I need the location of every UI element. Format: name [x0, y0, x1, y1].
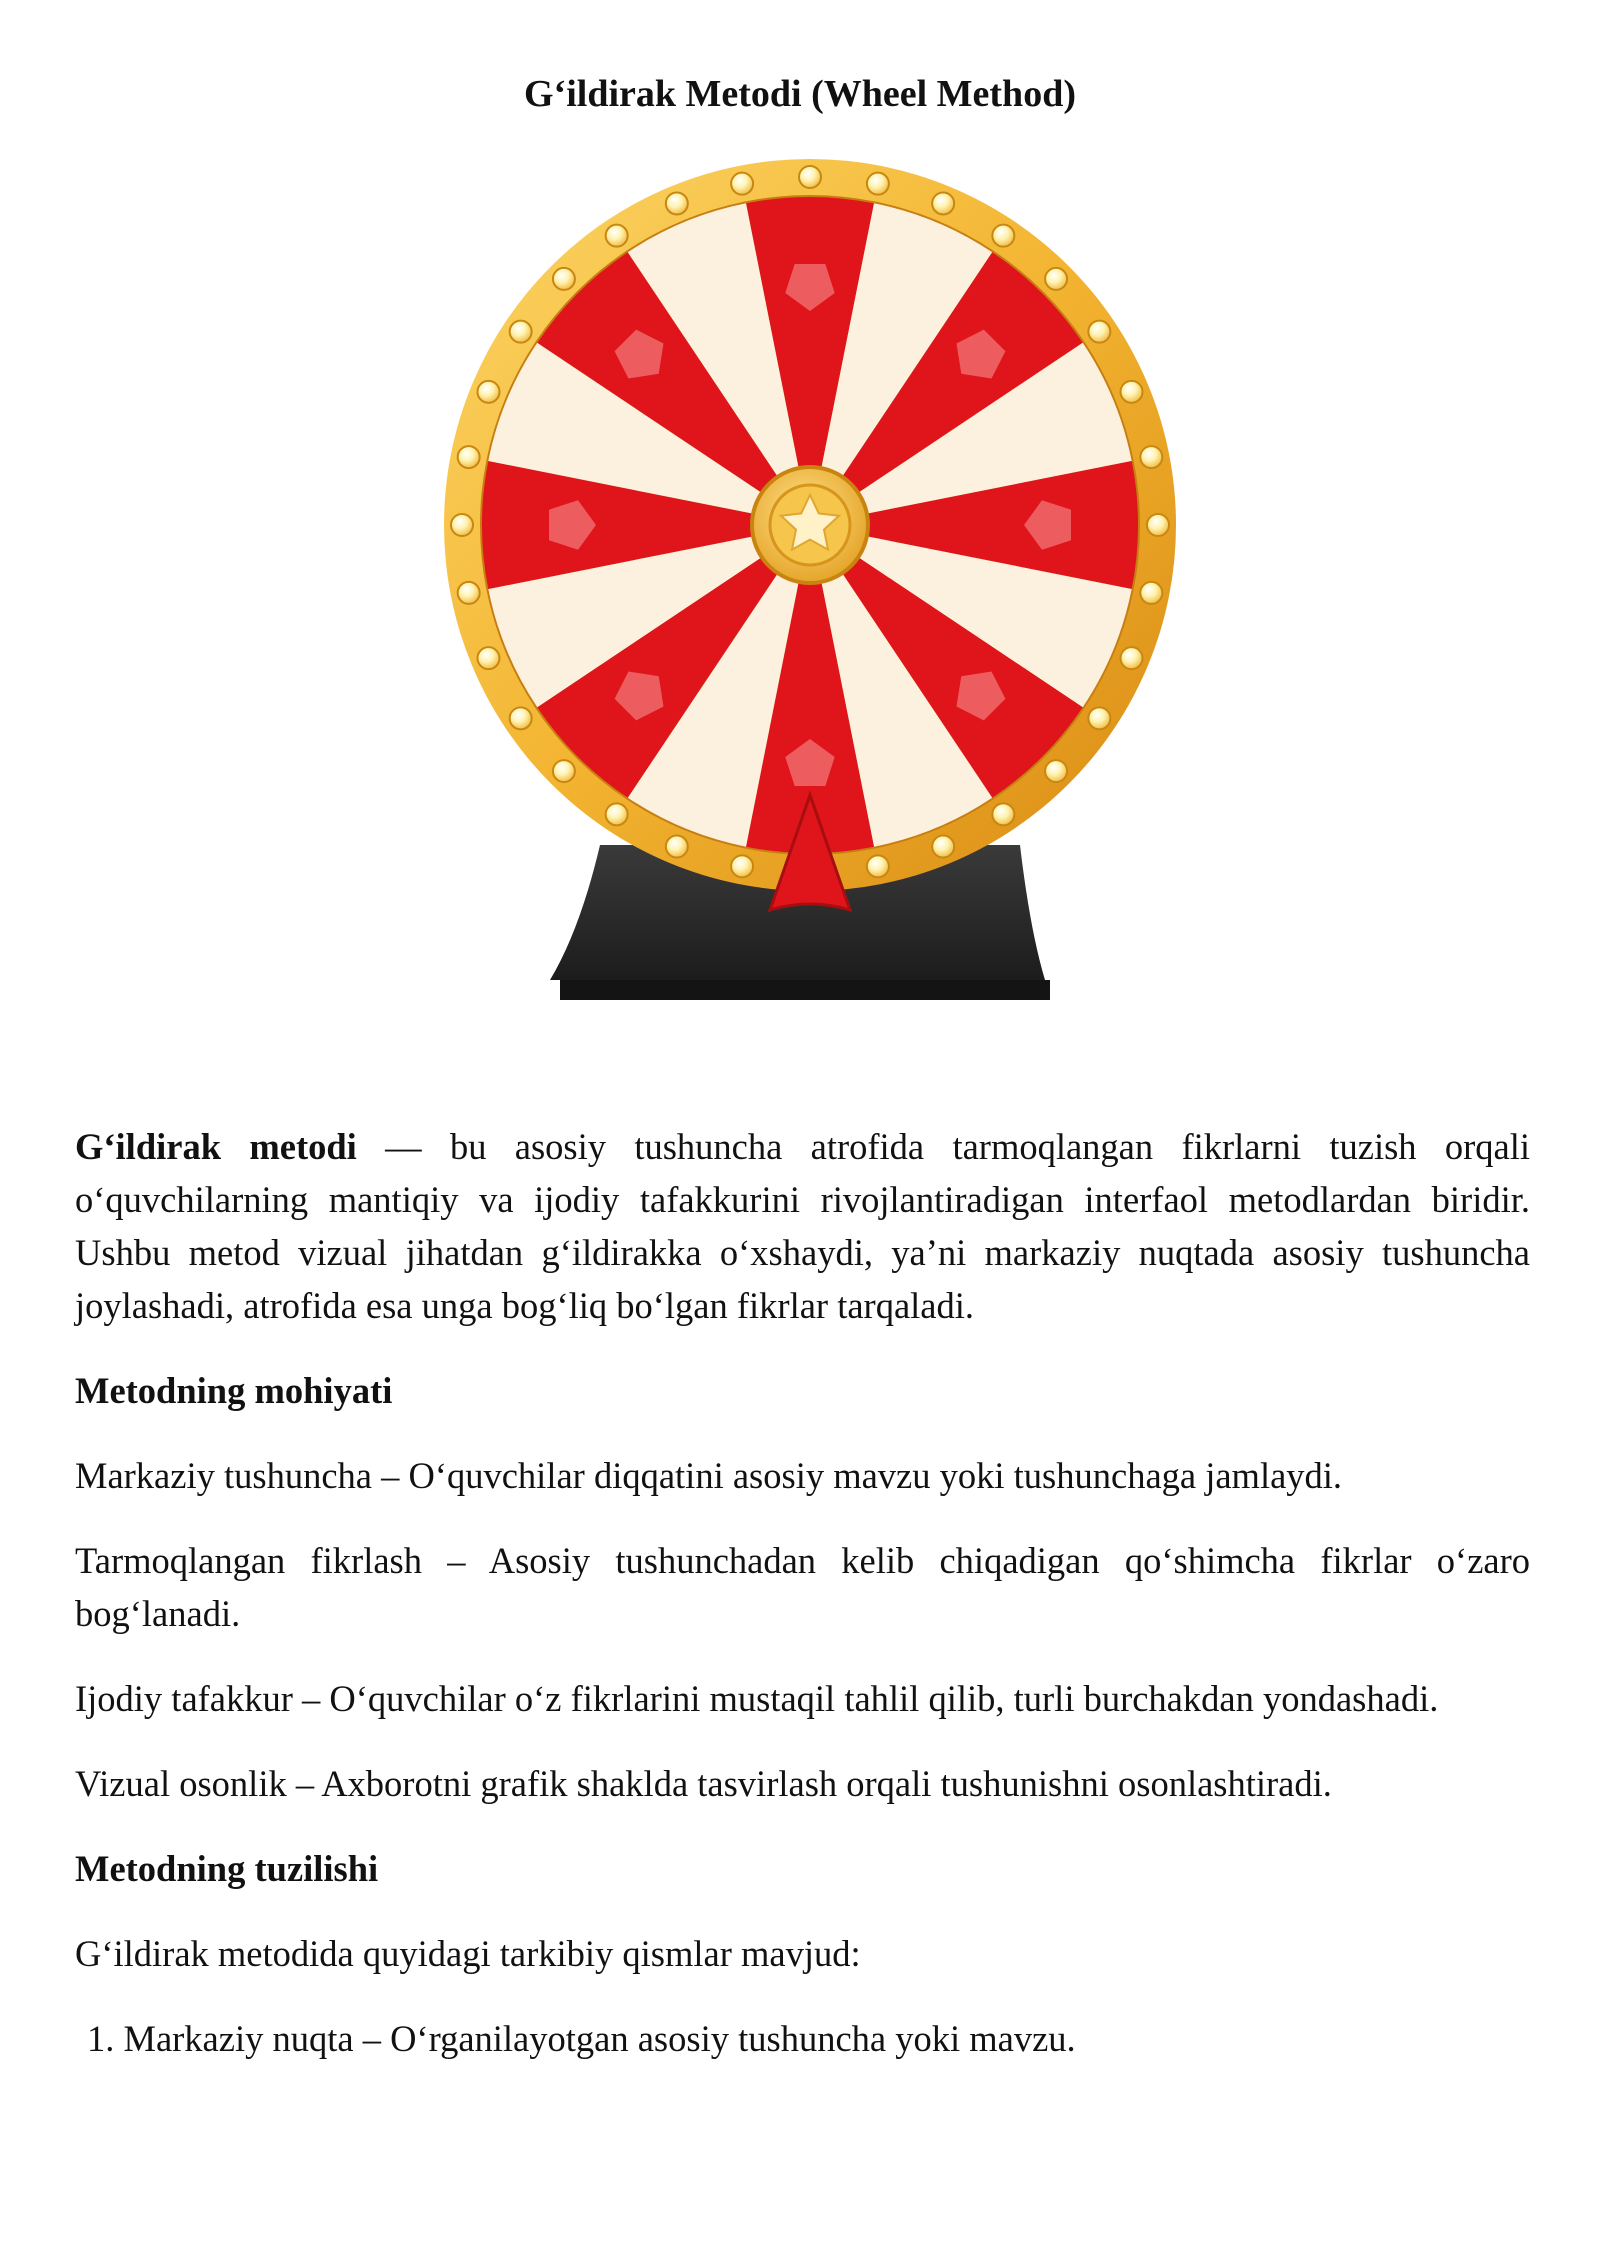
- intro-term: G‘ildirak metodi: [75, 1126, 357, 1167]
- page-title: G‘ildirak Metodi (Wheel Method): [524, 73, 1076, 115]
- rim-bulb: [510, 321, 532, 343]
- prize-wheel-illustration: [430, 150, 1190, 1020]
- intro-text: — bu asosiy tushuncha atrofida tarmoqlangan fikrlarni tuzish orqali o‘quvchilarning mantiqiy va ijodiy tafakkurini rivojlantiradigan interfaol metodlardan biridir. Ushbu metod vizual jihatdan g‘ildirakka o‘xshaydi, ya’ni markaziy nuqtada asosiy tushuncha joylashadi, atrofida esa unga bog‘liq bo‘lgan fikrlar tarqaladi.: [75, 1126, 1531, 1326]
- rim-bulb: [1147, 514, 1169, 536]
- rim-bulb: [458, 582, 480, 604]
- rim-bulb: [799, 166, 821, 188]
- section-heading-structure: Metodning tuzilishi: [75, 1848, 379, 1889]
- rim-bulb: [932, 192, 954, 214]
- rim-bulb: [510, 707, 532, 729]
- rim-bulb: [1121, 381, 1143, 403]
- rim-bulb: [992, 803, 1014, 825]
- essence-item-branched: Tarmoqlangan fikrlash – Asosiy tushunchadan kelib chiqadigan qo‘shimcha fikrlar o‘zaro bog‘lanadi.: [75, 1540, 1530, 1634]
- rim-bulb: [451, 514, 473, 536]
- essence-item-visual: Vizual osonlik – Axborotni grafik shaklda tasvirlash orqali tushunishni osonlashtiradi.: [75, 1763, 1332, 1804]
- rim-bulb: [666, 192, 688, 214]
- rim-bulb: [1121, 647, 1143, 669]
- intro-paragraph: [75, 1120, 1530, 1332]
- essence-item-central: Markaziy tushuncha – O‘quvchilar diqqatini asosiy mavzu yoki tushunchaga jamlaydi.: [75, 1455, 1343, 1496]
- rim-bulb: [1140, 582, 1162, 604]
- rim-bulb: [932, 836, 954, 858]
- rim-bulb: [1045, 760, 1067, 782]
- essence-item-creative: Ijodiy tafakkur – O‘quvchilar o‘z fikrlarini mustaqil tahlil qilib, turli burchakdan yondashadi.: [75, 1678, 1439, 1719]
- rim-bulb: [731, 855, 753, 877]
- rim-bulb: [1140, 446, 1162, 468]
- rim-bulb: [1088, 321, 1110, 343]
- structure-lead: G‘ildirak metodida quyidagi tarkibiy qismlar mavjud:: [75, 1933, 861, 1974]
- rim-bulb: [731, 173, 753, 195]
- rim-bulb: [1088, 707, 1110, 729]
- section-heading-essence: Metodning mohiyati: [75, 1370, 393, 1411]
- rim-bulb: [606, 225, 628, 247]
- rim-bulb: [553, 760, 575, 782]
- structure-list: [75, 2012, 1530, 2065]
- document-body: [75, 1120, 1530, 2065]
- wheel-svg: [430, 150, 1190, 1020]
- rim-bulb: [477, 381, 499, 403]
- wheel-stand-base: [560, 980, 1050, 1000]
- rim-bulb: [992, 225, 1014, 247]
- rim-bulb: [867, 173, 889, 195]
- rim-bulb: [867, 855, 889, 877]
- rim-bulb: [606, 803, 628, 825]
- rim-bulb: [666, 836, 688, 858]
- rim-bulb: [553, 268, 575, 290]
- rim-bulb: [477, 647, 499, 669]
- rim-bulb: [458, 446, 480, 468]
- structure-list-item: 1. Markaziy nuqta – O‘rganilayotgan asosiy tushuncha yoki mavzu.: [87, 2018, 1076, 2059]
- rim-bulb: [1045, 268, 1067, 290]
